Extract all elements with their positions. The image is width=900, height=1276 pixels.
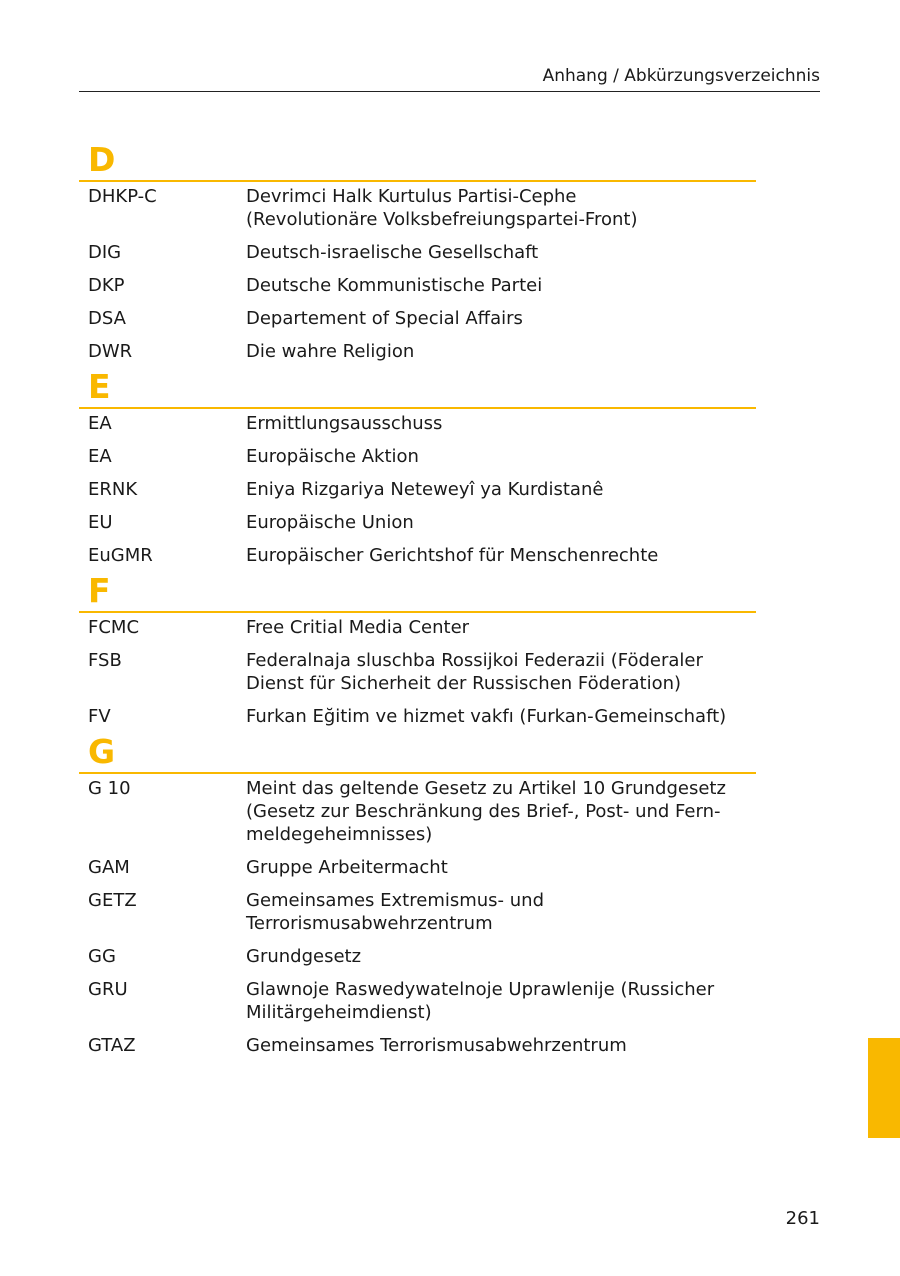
abbreviation-entry (79, 978, 756, 1024)
abbreviation-entry (79, 445, 756, 468)
abbreviation-entry (79, 340, 756, 363)
definition: Gemeinsames Extremismus- und Terrorismusabwehrzentrum (246, 890, 545, 934)
abbreviation: EA (88, 413, 112, 434)
abbreviation-entry (79, 705, 756, 728)
abbreviation-entry (79, 241, 756, 264)
section-d (79, 140, 756, 367)
abbreviation-entry (79, 1034, 756, 1057)
definition: Europäischer Gerichtshof für Menschenrechte (246, 545, 659, 566)
abbreviation: DKP (88, 275, 125, 296)
abbreviation: DIG (88, 242, 122, 263)
abbreviation: GTAZ (88, 1035, 136, 1056)
section-entries (79, 409, 756, 571)
definition: Grundgesetz (246, 946, 362, 967)
section-f (79, 571, 756, 732)
definition: Die wahre Religion (246, 341, 415, 362)
abbreviation-entry (79, 889, 756, 935)
abbreviation: FV (88, 706, 111, 727)
abbreviation: EA (88, 446, 112, 467)
abbreviation-entry (79, 412, 756, 435)
section-entries (79, 774, 756, 1061)
abbreviation: GG (88, 946, 116, 967)
abbreviation-entry (79, 478, 756, 501)
definition: Federalnaja sluschba Rossijkoi Federazii (Föderaler Dienst für Sicherheit der Russischen Föderation) (246, 650, 703, 694)
definition: Devrimci Halk Kurtulus Partisi-Cephe (Revolutionäre Volksbefreiungspartei-Front) (246, 186, 638, 230)
running-header (79, 64, 820, 92)
abbreviation: FCMC (88, 617, 140, 638)
abbreviation: FSB (88, 650, 122, 671)
abbreviation-entry (79, 544, 756, 567)
abbreviation-entry (79, 511, 756, 534)
abbreviation-entry (79, 307, 756, 330)
definition: Ermittlungsausschuss (246, 413, 443, 434)
definition: Deutsch-israelische Gesellschaft (246, 242, 539, 263)
definition: Departement of Special Affairs (246, 308, 523, 329)
abbreviation: GRU (88, 979, 128, 1000)
chapter-tab-marker (868, 1038, 900, 1138)
abbreviation: DHKP-C (88, 186, 157, 207)
abbreviation: G 10 (88, 778, 131, 799)
abbreviation: DSA (88, 308, 126, 329)
abbreviation-entry (79, 616, 756, 639)
definition: Meint das geltende Gesetz zu Artikel 10 Grundgesetz (Gesetz zur Beschränkung des Brief-, Post- und Fern- meldegeheimnisses) (246, 778, 726, 845)
section-letter: E (79, 367, 756, 409)
section-g (79, 732, 756, 1061)
definition: Gruppe Arbeitermacht (246, 857, 448, 878)
section-letter: F (79, 571, 756, 613)
abbreviation-entry (79, 945, 756, 968)
definition: Deutsche Kommunistische Partei (246, 275, 543, 296)
section-letter: D (79, 140, 756, 182)
abbreviation: EuGMR (88, 545, 153, 566)
abbreviation: ERNK (88, 479, 138, 500)
definition: Eniya Rizgariya Neteweyî ya Kurdistanê (246, 479, 604, 500)
abbreviation-entry (79, 856, 756, 879)
abbreviation: DWR (88, 341, 133, 362)
section-entries (79, 182, 756, 367)
definition: Free Critial Media Center (246, 617, 470, 638)
definition: Europäische Aktion (246, 446, 419, 467)
abbreviation-entry (79, 185, 756, 231)
definition: Gemeinsames Terrorismusabwehrzentrum (246, 1035, 627, 1056)
abbreviation-entry (79, 649, 756, 695)
abbreviation-entry (79, 777, 756, 846)
section-entries (79, 613, 756, 732)
section-letter: G (79, 732, 756, 774)
abbreviation: GETZ (88, 890, 137, 911)
abbreviation: EU (88, 512, 113, 533)
abbreviation-entry (79, 274, 756, 297)
header-title: Anhang / Abkürzungsverzeichnis (542, 66, 820, 86)
abbreviation-list (79, 140, 756, 1061)
abbreviation: GAM (88, 857, 130, 878)
definition: Glawnoje Raswedywatelnoje Uprawlenije (Russicher Militärgeheimdienst) (246, 979, 715, 1023)
section-e (79, 367, 756, 571)
definition: Europäische Union (246, 512, 414, 533)
page-number: 261 (785, 1208, 820, 1229)
definition: Furkan Eğitim ve hizmet vakfı (Furkan-Gemeinschaft) (246, 706, 727, 727)
